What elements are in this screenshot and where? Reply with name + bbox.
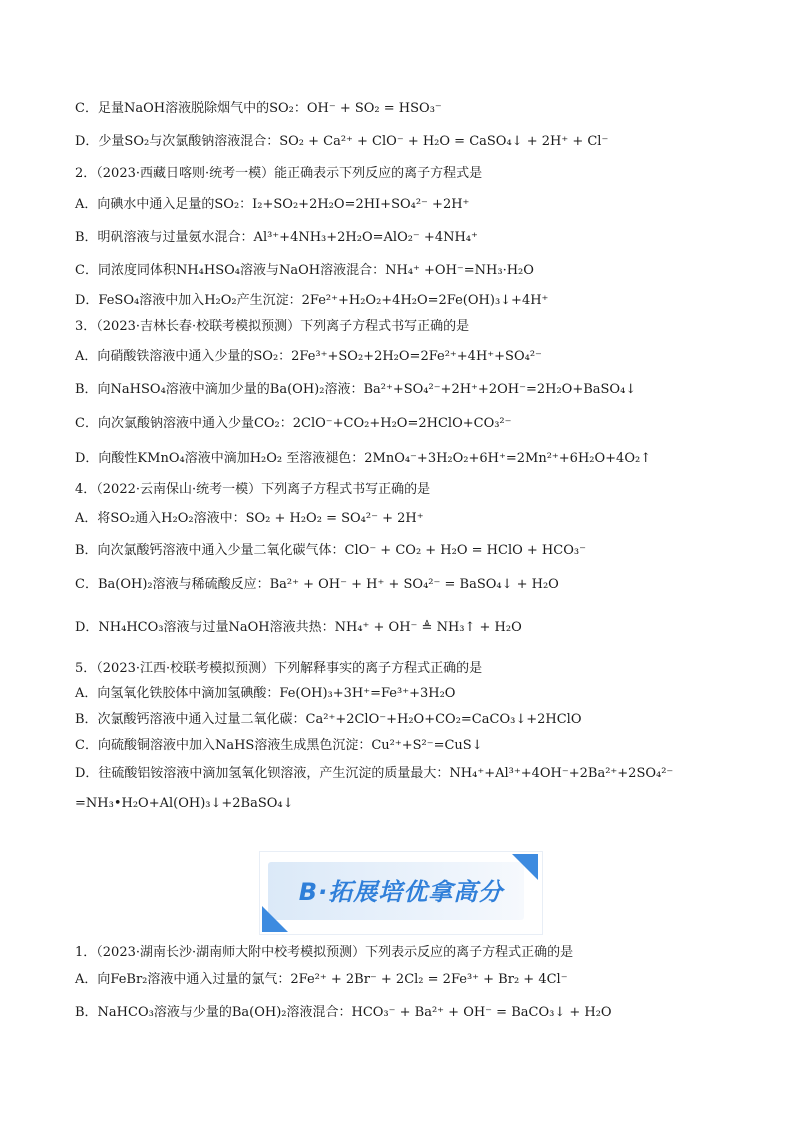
- line-21: C．向硫酸铜溶液中加入NaHS溶液生成黑色沉淀：Cu²⁺+S²⁻=CuS↓: [75, 738, 483, 753]
- line-5: B．明矾溶液与过量氨水混合：Al³⁺+4NH₃+2H₂O=AlO₂⁻ +4NH₄⁺: [75, 230, 478, 245]
- section-b-line-3: B．NaHCO₃溶液与少量的Ba(OH)₂溶液混合：HCO₃⁻ + Ba²⁺ + OH⁻ = BaCO₃↓ + H₂O: [75, 1005, 612, 1020]
- line-2: D．少量SO₂与次氯酸钠溶液混合：SO₂ + Ca²⁺ + ClO⁻ + H₂O = CaSO₄↓ + 2H⁺ + Cl⁻: [75, 134, 609, 149]
- line-11: C．向次氯酸钠溶液中通入少量CO₂：2ClO⁻+CO₂+H₂O=2HClO+CO₃²⁻: [75, 416, 512, 431]
- line-7: D．FeSO₄溶液中加入H₂O₂产生沉淀：2Fe²⁺+H₂O₂+4H₂O=2Fe(OH)₃↓+4H⁺: [75, 293, 549, 308]
- line-3: 2．（2023·西藏日喀则·统考一模）能正确表示下列反应的离子方程式是: [75, 166, 483, 181]
- line-14: A．将SO₂通入H₂O₂溶液中：SO₂ + H₂O₂ = SO₄²⁻ + 2H⁺: [75, 511, 424, 526]
- line-13: 4．（2022·云南保山·统考一模）下列离子方程式书写正确的是: [75, 482, 431, 497]
- line-18: 5．（2023·江西·校联考模拟预测）下列解释事实的离子方程式正确的是: [75, 661, 483, 676]
- line-9: A．向硝酸铁溶液中通入少量的SO₂：2Fe³⁺+SO₂+2H₂O=2Fe²⁺+4H⁺+SO₄²⁻: [75, 349, 542, 364]
- section-banner: [259, 851, 543, 935]
- line-1: C．足量NaOH溶液脱除烟气中的SO₂：OH⁻ + SO₂ = HSO₃⁻: [75, 101, 442, 116]
- section-b-line-2: A．向FeBr₂溶液中通入过量的氯气：2Fe²⁺ + 2Br⁻ + 2Cl₂ = 2Fe³⁺ + Br₂ + 4Cl⁻: [75, 972, 568, 987]
- line-6: C．同浓度同体积NH₄HSO₄溶液与NaOH溶液混合：NH₄⁺ +OH⁻=NH₃·H₂O: [75, 263, 534, 278]
- line-16: C．Ba(OH)₂溶液与稀硫酸反应：Ba²⁺ + OH⁻ + H⁺ + SO₄²⁻ = BaSO₄↓ + H₂O: [75, 577, 559, 592]
- line-22: D．往硫酸铝铵溶液中滴加氢氧化钡溶液，产生沉淀的质量最大：NH₄⁺+Al³⁺+4OH⁻+2Ba²⁺+2SO₄²⁻: [75, 766, 674, 781]
- line-10: B．向NaHSO₄溶液中滴加少量的Ba(OH)₂溶液：Ba²⁺+SO₄²⁻+2H⁺+2OH⁻=2H₂O+BaSO₄↓: [75, 382, 637, 397]
- line-17: D．NH₄HCO₃溶液与过量NaOH溶液共热：NH₄⁺ + OH⁻ ≜ NH₃↑ + H₂O: [75, 620, 522, 635]
- line-19: A．向氢氧化铁胶体中滴加氢碘酸：Fe(OH)₃+3H⁺=Fe³⁺+3H₂O: [75, 686, 456, 701]
- line-8: 3．（2023·吉林长春·校联考模拟预测）下列离子方程式书写正确的是: [75, 319, 470, 334]
- line-4: A．向碘水中通入足量的SO₂：I₂+SO₂+2H₂O=2HI+SO₄²⁻ +2H⁺: [75, 197, 470, 212]
- banner-corner-bottom: [262, 906, 288, 932]
- banner-title: B·拓展培优拿高分: [298, 878, 504, 906]
- line-12: D．向酸性KMnO₄溶液中滴加H₂O₂ 至溶液褪色：2MnO₄⁻+3H₂O₂+6H⁺=2Mn²⁺+6H₂O+4O₂↑: [75, 451, 652, 466]
- line-15: B．向次氯酸钙溶液中通入少量二氧化碳气体：ClO⁻ + CO₂ + H₂O = HClO + HCO₃⁻: [75, 543, 586, 558]
- line-20: B．次氯酸钙溶液中通入过量二氧化碳：Ca²⁺+2ClO⁻+H₂O+CO₂=CaCO₃↓+2HClO: [75, 712, 582, 727]
- section-b-line-1: 1．（2023·湖南长沙·湖南师大附中校考模拟预测）下列表示反应的离子方程式正确的是: [75, 945, 574, 960]
- line-23: =NH₃•H₂O+Al(OH)₃↓+2BaSO₄↓: [75, 796, 294, 811]
